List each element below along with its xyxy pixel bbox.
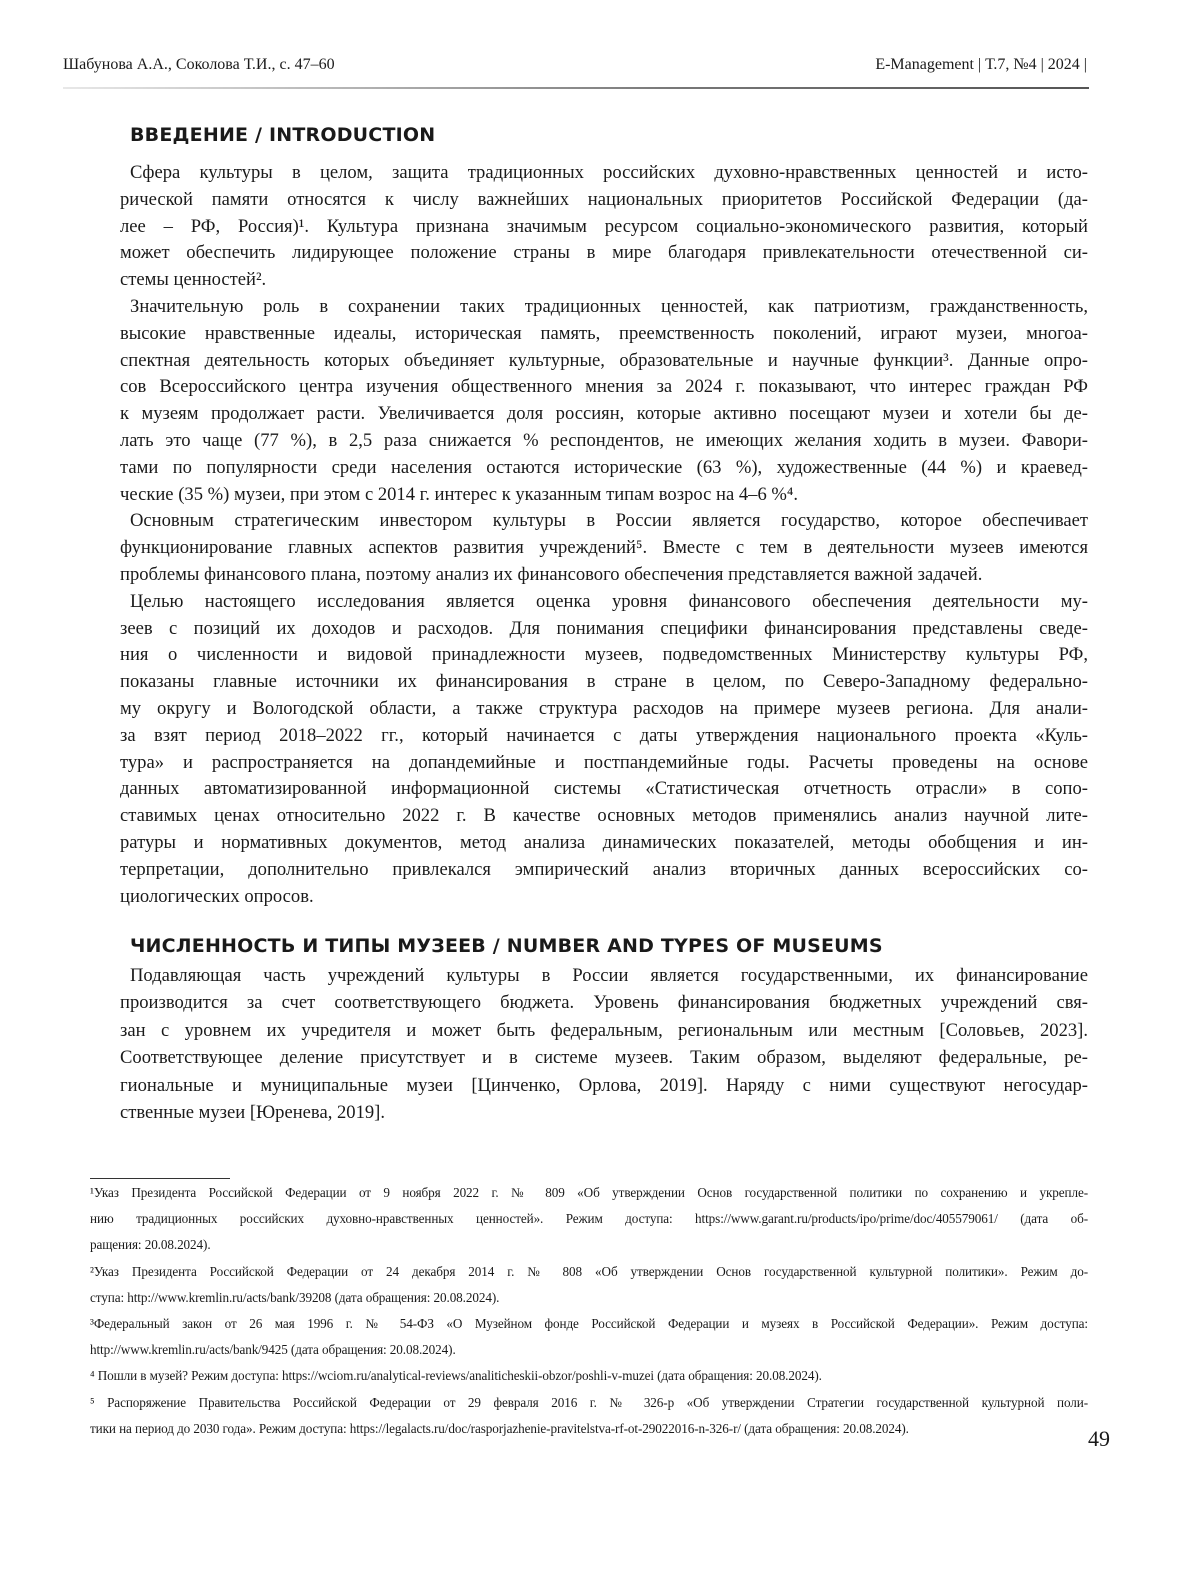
running-header-journal: E-Management | Т.7, №4 | 2024 | — [875, 56, 1087, 74]
text-line: сов Всероссийского центра изучения общественного мнения за 2024 г. показывают, что интерес граждан РФ — [120, 374, 1088, 401]
footnote — [90, 1259, 1088, 1311]
text-line: функционирование главных аспектов развития учреждений⁵. Вместе с тем в деятельности музеев имеются — [120, 535, 1088, 562]
text-line: ⁴ Пошли в музей? Режим доступа: https://wciom.ru/analytical-reviews/analiticheskii-obzor/poshli-v-muzei (дата обращения: 20.08.2024). — [90, 1363, 1088, 1389]
section-body-museums — [120, 962, 1088, 1126]
text-line: http://www.kremlin.ru/acts/bank/9425 (дата обращения: 20.08.2024). — [90, 1337, 1088, 1363]
header-rule — [63, 87, 1089, 89]
paragraph — [120, 962, 1088, 1126]
text-line: производится за счет соответствующего бюджета. Уровень финансирования бюджетных учреждений свя- — [120, 989, 1088, 1016]
text-line: Соответствующее деление присутствует и в системе музеев. Таким образом, выделяют федеральные, ре- — [120, 1044, 1088, 1071]
text-line: ²Указ Президента Российской Федерации от 24 декабря 2014 г. № 808 «Об утверждении Основ государственной культурной политики». Режим до- — [90, 1259, 1088, 1285]
text-line: нию традиционных российских духовно-нравственных ценностей». Режим доступа: https://www.garant.ru/products/ipo/prime/doc/405579061/ (дата об- — [90, 1206, 1088, 1232]
text-line: ступа: http://www.kremlin.ru/acts/bank/39208 (дата обращения: 20.08.2024). — [90, 1285, 1088, 1311]
text-line: Значительную роль в сохранении таких традиционных ценностей, как патриотизм, гражданственность, — [120, 294, 1088, 321]
running-header-authors: Шабунова А.А., Соколова Т.И., с. 47–60 — [63, 56, 335, 74]
text-line: ¹Указ Президента Российской Федерации от 9 ноября 2022 г. № 809 «Об утверждении Основ государственной политики по сохранению и укрепле- — [90, 1180, 1088, 1206]
text-line: лее – РФ, Россия)¹. Культура признана значимым ресурсом социально-экономического развития, который — [120, 214, 1088, 241]
text-line: показаны главные источники их финансирования в стране в целом, по Северо-Западному федерально- — [120, 669, 1088, 696]
text-line: зан с уровнем их учредителя и может быть федеральным, региональным или местным [Соловьев, 2023]. — [120, 1017, 1088, 1044]
text-line: ческие (35 %) музеи, при этом с 2014 г. интерес к указанным типам возрос на 4–6 %⁴. — [120, 482, 1088, 509]
text-line: Сфера культуры в целом, защита традиционных российских духовно-нравственных ценностей и исто- — [120, 160, 1088, 187]
text-line: ³Федеральный закон от 26 мая 1996 г. № 54-ФЗ «О Музейном фонде Российской Федерации и музеях в Российской Федерации». Режим доступа: — [90, 1311, 1088, 1337]
section-body-introduction — [120, 160, 1088, 910]
text-line: ⁵ Распоряжение Правительства Российской Федерации от 29 февраля 2016 г. № 326-р «Об утверждении Стратегии государственной культурной поли- — [90, 1390, 1088, 1416]
text-line: циологических опросов. — [120, 884, 1088, 911]
text-line: рической памяти относятся к числу важнейших национальных приоритетов Российской Федерации (да- — [120, 187, 1088, 214]
text-line: ния о численности и видовой принадлежности музеев, подведомственных Министерству культуры РФ, — [120, 642, 1088, 669]
text-line: тами по популярности среди населения остаются исторические (63 %), художественные (44 %) и краевед- — [120, 455, 1088, 482]
footnote — [90, 1390, 1088, 1442]
page-number: 49 — [1088, 1426, 1110, 1452]
footnote — [90, 1180, 1088, 1259]
text-line: стемы ценностей². — [120, 267, 1088, 294]
paragraph — [120, 160, 1088, 294]
paragraph — [120, 508, 1088, 588]
text-line: за взят период 2018–2022 гг., который начинается с даты утверждения национального проекта «Куль- — [120, 723, 1088, 750]
text-line: Основным стратегическим инвестором культуры в России является государство, которое обеспечивает — [120, 508, 1088, 535]
section-heading-museums: ЧИСЛЕННОСТЬ И ТИПЫ МУЗЕЕВ / NUMBER AND TYPES OF MUSEUMS — [130, 935, 883, 957]
text-line: к музеям продолжает расти. Увеличивается доля россиян, которые активно посещают музеи и хотели бы де- — [120, 401, 1088, 428]
text-line: тики на период до 2030 года». Режим доступа: https://legalacts.ru/doc/rasporjazhenie-pravitelstva-rf-ot-29022016-n-326-r/ (дата обращения: 20.08.2024). — [90, 1416, 1088, 1442]
text-line: ращения: 20.08.2024). — [90, 1232, 1088, 1258]
text-line: проблемы финансового плана, поэтому анализ их финансового обеспечения представляется важной задачей. — [120, 562, 1088, 589]
text-line: зеев с позиций их доходов и расходов. Для понимания специфики финансирования представлены сведе- — [120, 616, 1088, 643]
text-line: лать это чаще (77 %), в 2,5 раза снижается % респондентов, не имеющих желания ходить в музеи. Фавори- — [120, 428, 1088, 455]
text-line: му округу и Вологодской области, а также структура расходов на примере музеев региона. Для анали- — [120, 696, 1088, 723]
text-line: спектная деятельность которых объединяет культурные, образовательные и научные функции³. Данные опро- — [120, 348, 1088, 375]
text-line: ставимых ценах относительно 2022 г. В качестве основных методов применялись анализ научной лите- — [120, 803, 1088, 830]
footnote — [90, 1363, 1088, 1389]
text-line: данных автоматизированной информационной системы «Статистическая отчетность отрасли» в сопо- — [120, 776, 1088, 803]
footnotes — [90, 1180, 1088, 1442]
text-line: гиональные и муниципальные музеи [Цинченко, Орлова, 2019]. Наряду с ними существуют негосудар- — [120, 1072, 1088, 1099]
footnote-rule — [90, 1178, 230, 1179]
text-line: тура» и распространяется на допандемийные и постпандемийные годы. Расчеты проведены на основе — [120, 750, 1088, 777]
footnote — [90, 1311, 1088, 1363]
section-heading-introduction: ВВЕДЕНИЕ / INTRODUCTION — [130, 124, 435, 146]
paragraph — [120, 294, 1088, 508]
text-line: может обеспечить лидирующее положение страны в мире благодаря привлекательности отечественной си- — [120, 240, 1088, 267]
text-line: Подавляющая часть учреждений культуры в России является государственными, их финансирование — [120, 962, 1088, 989]
text-line: Целью настоящего исследования является оценка уровня финансового обеспечения деятельности му- — [120, 589, 1088, 616]
text-line: ственные музеи [Юренева, 2019]. — [120, 1099, 1088, 1126]
text-line: терпретации, дополнительно привлекался эмпирический анализ вторичных данных всероссийских со- — [120, 857, 1088, 884]
paragraph — [120, 589, 1088, 911]
text-line: ратуры и нормативных документов, метод анализа динамических показателей, методы обобщения и ин- — [120, 830, 1088, 857]
text-line: высокие нравственные идеалы, историческая память, преемственность поколений, играют музеи, многоа- — [120, 321, 1088, 348]
